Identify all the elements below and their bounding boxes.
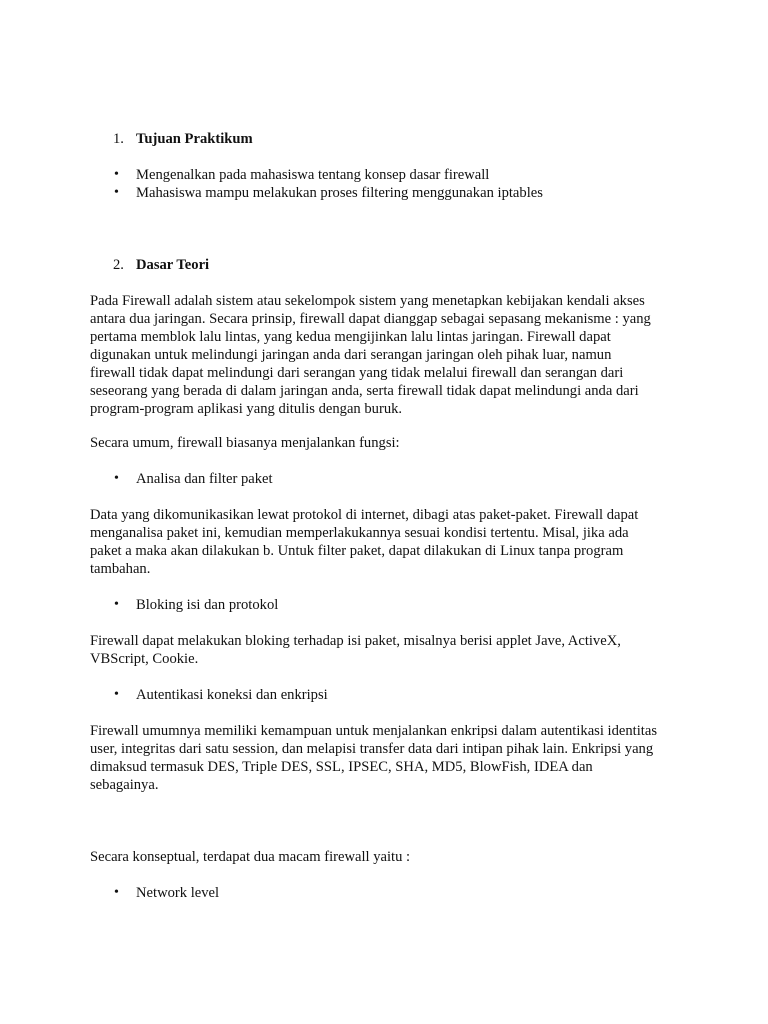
paragraph-line: menganalisa paket ini, kemudian memperlakukannya sesuai kondisi tertentu. Misal, jika ada (90, 525, 629, 541)
paragraph-line: Secara konseptual, terdapat dua macam firewall yaitu : (90, 849, 411, 865)
bloking-paragraph (90, 632, 690, 668)
function-item-autentikasi: Autentikasi koneksi dan enkripsi (136, 687, 328, 703)
paragraph-line: antara dua jaringan. Secara prinsip, firewall dapat dianggap sebagai sepasang mekanisme : yang (90, 311, 651, 327)
concept-intro-paragraph (90, 848, 690, 866)
paragraph-line: Firewall dapat melakukan bloking terhadap isi paket, misalnya berisi applet Jave, ActiveX, (90, 633, 621, 649)
paragraph-line: firewall tidak dapat melindungi dari serangan yang tidak melalui firewall dan serangan dari (90, 365, 624, 381)
paragraph-line: paket a maka akan dilakukan b. Untuk filter paket, dapat dilakukan di Linux tanpa program (90, 543, 624, 559)
function-item-bloking: Bloking isi dan protokol (136, 597, 279, 613)
paragraph-line: VBScript, Cookie. (90, 651, 199, 667)
paragraph-line: Firewall umumnya memiliki kemampuan untuk menjalankan enkripsi dalam autentikasi identitas (90, 723, 657, 739)
firewall-type-network-level: Network level (136, 885, 220, 901)
section-number: 1. (113, 131, 124, 147)
bullet-icon: • (114, 471, 119, 486)
theory-intro-paragraph (90, 292, 690, 418)
paragraph-line: seseorang yang berada di dalam jaringan anda, serta firewall tidak dapat melindungi anda dari (90, 383, 639, 399)
function-item-analisa: Analisa dan filter paket (136, 471, 273, 487)
paragraph-line: sebagainya. (90, 777, 159, 793)
paragraph-line: Pada Firewall adalah sistem atau sekelompok sistem yang menetapkan kebijakan kendali akses (90, 293, 645, 309)
paragraph-line: user, integritas dari satu session, dan melapisi transfer data dari intipan pihak lain. Enkripsi yang (90, 741, 654, 757)
paragraph-line: program-program aplikasi yang ditulis dengan buruk. (90, 401, 403, 417)
goal-item: Mahasiswa mampu melakukan proses filtering menggunakan iptables (136, 185, 543, 201)
section-heading-dasar-teori: Dasar Teori (136, 257, 210, 273)
bullet-icon: • (114, 885, 119, 900)
paragraph-line: digunakan untuk melindungi jaringan anda dari serangan jaringan oleh pihak luar, namun (90, 347, 612, 363)
paragraph-line: dimaksud termasuk DES, Triple DES, SSL, IPSEC, SHA, MD5, BlowFish, IDEA dan (90, 759, 593, 775)
analisa-paragraph (90, 506, 690, 578)
bullet-icon: • (114, 597, 119, 612)
paragraph-line: Data yang dikomunikasikan lewat protokol di internet, dibagi atas paket-paket. Firewall dapat (90, 507, 639, 523)
section-heading-tujuan: Tujuan Praktikum (136, 131, 253, 147)
goal-item: Mengenalkan pada mahasiswa tentang konsep dasar firewall (136, 167, 490, 183)
autentikasi-paragraph (90, 722, 690, 794)
functions-intro-paragraph (90, 434, 690, 452)
bullet-icon: • (114, 185, 119, 200)
bullet-icon: • (114, 687, 119, 702)
paragraph-line: pertama memblok lalu lintas, yang kedua mengijinkan lalu lintas jaringan. Firewall dapat (90, 329, 611, 345)
paragraph-line: tambahan. (90, 561, 151, 577)
section-number: 2. (113, 257, 124, 273)
paragraph-line: Secara umum, firewall biasanya menjalankan fungsi: (90, 435, 400, 451)
bullet-icon: • (114, 167, 119, 182)
